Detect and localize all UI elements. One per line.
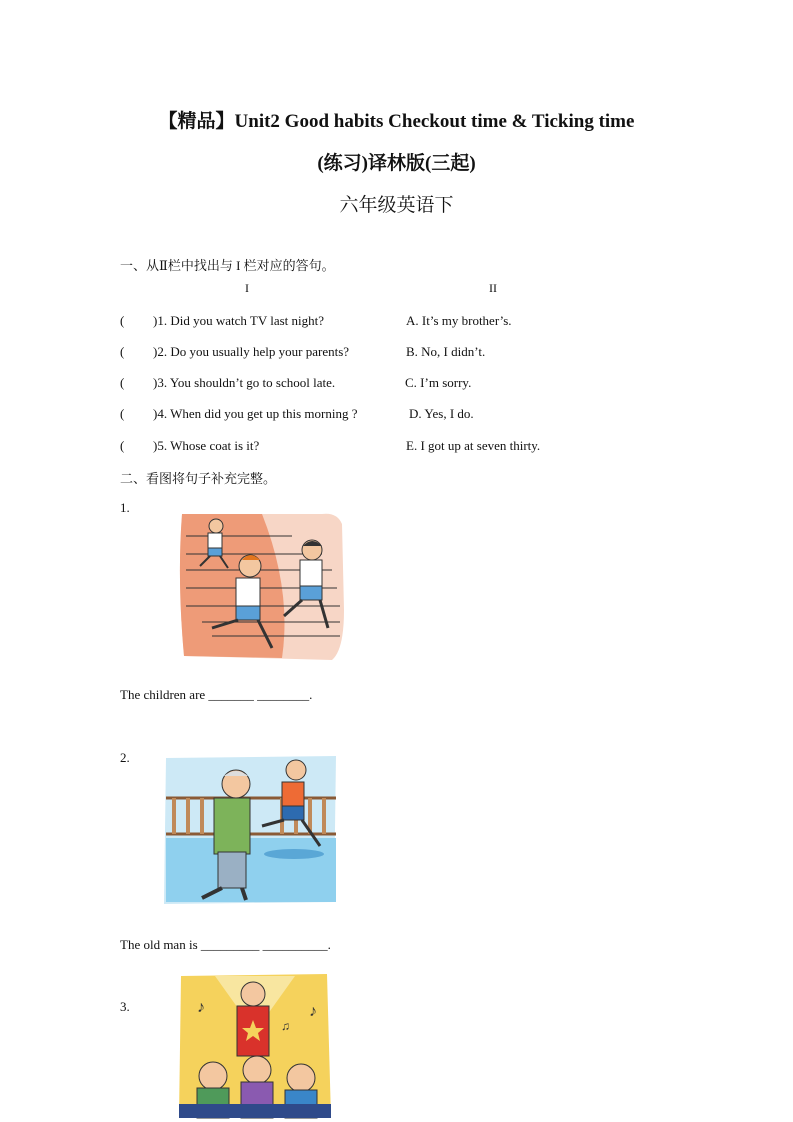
paren: (	[120, 438, 125, 453]
item-2-sentence: The old man is _________ __________.	[120, 937, 331, 952]
item-3-number: 3.	[120, 999, 130, 1014]
paren: (	[120, 406, 125, 421]
question-text: )3. You shouldn’t go to school late.	[153, 375, 336, 390]
question-row-1	[120, 313, 324, 329]
answer-d: D. Yes, I do.	[409, 406, 474, 421]
item-2-number: 2.	[120, 750, 130, 765]
answer-c: C. I’m sorry.	[405, 375, 472, 390]
old-man-and-runner-picture	[162, 754, 338, 906]
answer-a: A. It’s my brother’s.	[406, 313, 512, 328]
title-line-3: 六年级英语下	[339, 195, 454, 216]
svg-text:♫: ♫	[281, 1019, 290, 1033]
title-line-2: (练习)译林版(三起)	[317, 153, 476, 174]
item-1-number: 1.	[120, 500, 130, 515]
answer-e: E. I got up at seven thirty.	[406, 438, 541, 453]
paren: (	[120, 375, 125, 390]
item-1-sentence: The children are _______ ________.	[120, 687, 313, 702]
question-text: )1. Did you watch TV last night?	[153, 313, 325, 328]
question-text: )5. Whose coat is it?	[153, 438, 260, 453]
singing-girl-picture	[175, 972, 335, 1120]
question-text: )4. When did you get up this morning ?	[153, 406, 358, 421]
column-ii-header: II	[489, 281, 497, 295]
paren: (	[120, 313, 125, 328]
column-i-header: I	[245, 281, 249, 295]
svg-text:♪: ♪	[309, 1003, 317, 1020]
answer-b: B. No, I didn’t.	[406, 344, 486, 359]
title-line-1: 【精品】Unit2 Good habits Checkout time & Ticking time	[158, 111, 635, 132]
paren: (	[120, 344, 125, 359]
svg-text:♪: ♪	[197, 999, 205, 1016]
question-row-5	[120, 438, 259, 454]
question-row-4	[120, 406, 357, 422]
section2-heading: 二、看图将句子补充完整。	[120, 471, 277, 486]
section1-heading: 一、从Ⅱ栏中找出与 I 栏对应的答句。	[120, 258, 335, 273]
running-children-picture	[172, 510, 346, 660]
question-row-3	[120, 375, 335, 391]
question-row-2	[120, 344, 349, 360]
question-text: )2. Do you usually help your parents?	[153, 344, 350, 359]
